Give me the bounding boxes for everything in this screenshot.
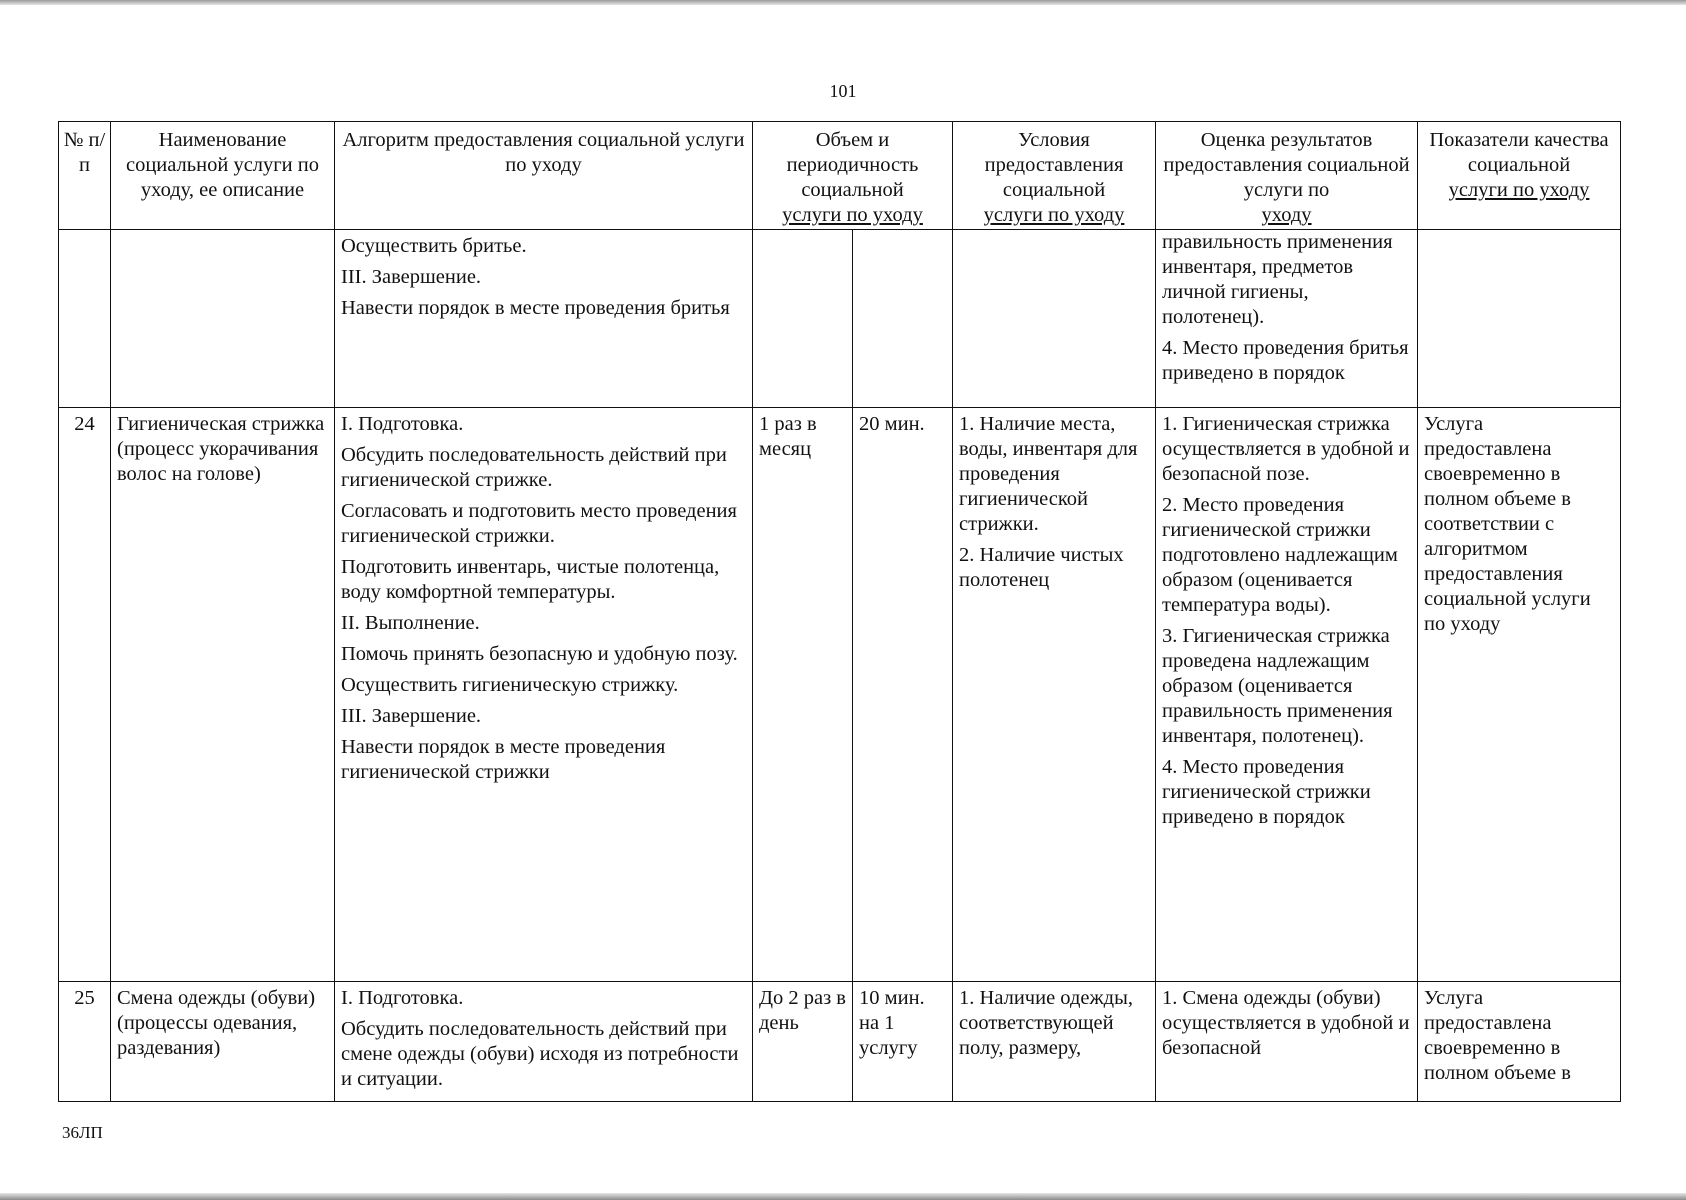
header-conditions: Условия предоставления социальной услуги по уходу [953,122,1156,230]
header-num: № п/п [59,122,111,230]
cont-periodicity [753,230,853,408]
cont-conditions [953,230,1156,408]
header-volume: Объем и периодичность социальной услуги по уходу [753,122,953,230]
table-row-24 [59,408,1621,982]
row25-conditions: 1. Наличие одежды, соответствующей полу, размеру, [953,982,1156,1102]
row24-periodicity: 1 раз в месяц [753,408,853,982]
header-quality: Показатели качества социальной услуги по уходу [1418,122,1621,230]
cont-duration [853,230,953,408]
cont-algorithm: Осуществить бритье. III. Завершение. Навести порядок в месте проведения бритья [335,230,753,408]
page-number: 101 [829,81,857,101]
row25-algorithm: I. Подготовка. Обсудить последовательность действий при смене одежды (обуви) исходя из потребности и ситуации. [335,982,753,1102]
row24-duration: 20 мин. [853,408,953,982]
row25-name: Смена одежды (обуви) (процессы одевания, раздевания) [111,982,335,1102]
cont-evaluation: правильность применения инвентаря, предметов личной гигиены, полотенец). 4. Место проведения бритья приведено в порядок [1156,230,1418,408]
scan-edge-bottom [0,1193,1686,1200]
header-evaluation: Оценка результатов предоставления социальной услуги по уходу [1156,122,1418,230]
row24-num: 24 [59,408,111,982]
row25-periodicity: До 2 раз в день [753,982,853,1102]
scan-edge-top [0,0,1686,5]
services-table [58,121,1621,1102]
row25-num: 25 [59,982,111,1102]
cont-quality [1418,230,1621,408]
header-algorithm: Алгоритм предоставления социальной услуги по уходу [335,122,753,230]
row24-name: Гигиеническая стрижка (процесс укорачивания волос на голове) [111,408,335,982]
footer-code: 36ЛП [62,1123,103,1142]
header-row [59,122,1621,230]
row24-conditions: 1. Наличие места, воды, инвентаря для проведения гигиенической стрижки. 2. Наличие чистых полотенец [953,408,1156,982]
header-name: Наименование социальной услуги по уходу, ее описание [111,122,335,230]
table-row-25 [59,982,1621,1102]
row24-quality: Услуга предоставлена своевременно в полном объеме в соответствии с алгоритмом предоставления социальной услуги по уходу [1418,408,1621,982]
cont-name [111,230,335,408]
row24-algorithm: I. Подготовка. Обсудить последовательность действий при гигиенической стрижке. Согласовать и подготовить место проведения гигиенической стрижки. Подготовить инвентарь, чистые полотенца, воду комфортной температуры. II. Выполнение. Помочь принять безопасную и удобную позу. Осуществить гигиеническую стрижку. III. Завершение. Навести порядок в месте проведения гигиенической стрижки [335,408,753,982]
row24-evaluation: 1. Гигиеническая стрижка осуществляется в удобной и безопасной позе. 2. Место проведения гигиенической стрижки подготовлено надлежащим образом (оценивается температура воды). 3. Гигиеническая стрижка проведена надлежащим образом (оценивается правильность применения инвентаря, полотенец). 4. Место проведения гигиенической стрижки приведено в порядок [1156,408,1418,982]
table-row-continuation [59,230,1621,408]
row25-evaluation: 1. Смена одежды (обуви) осуществляется в удобной и безопасной [1156,982,1418,1102]
cont-num [59,230,111,408]
row25-quality: Услуга предоставлена своевременно в полном объеме в [1418,982,1621,1102]
row25-duration: 10 мин. на 1 услугу [853,982,953,1102]
